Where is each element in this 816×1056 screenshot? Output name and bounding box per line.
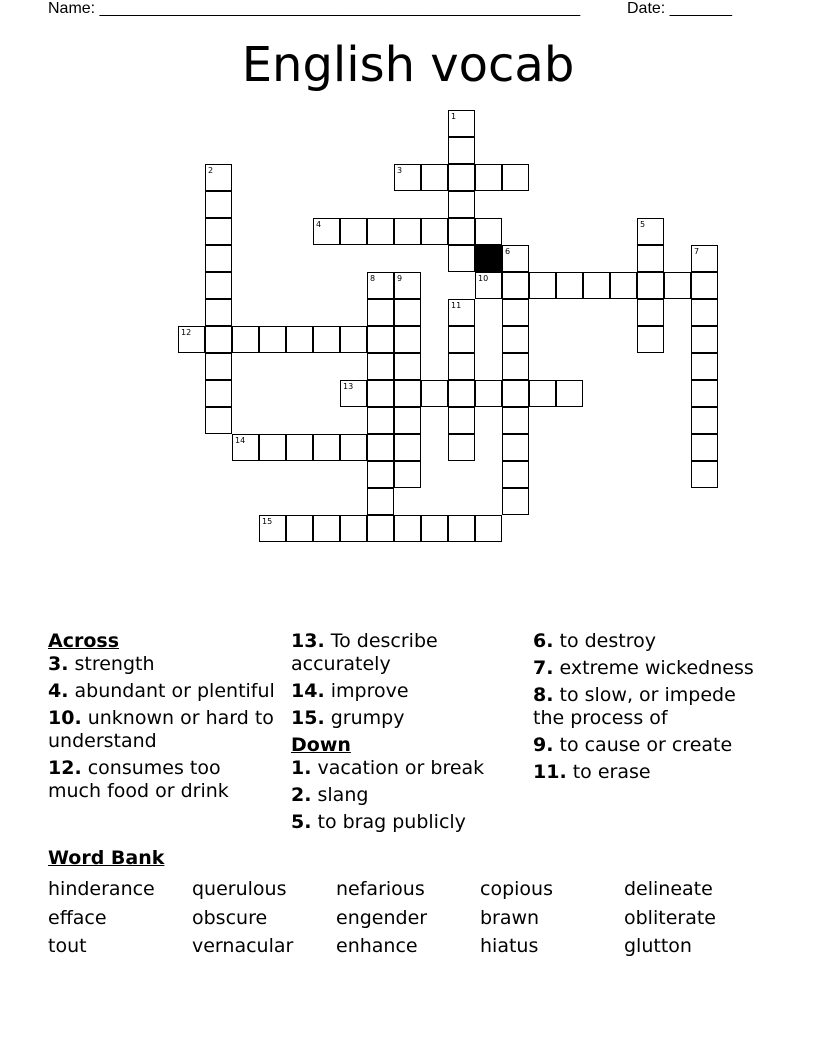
crossword-cell[interactable] — [529, 380, 556, 407]
clue-number-5: 5 — [640, 220, 646, 229]
clue-across-4: 4. abundant or plentiful — [48, 680, 275, 702]
clue-number-12: 12 — [181, 328, 192, 337]
crossword-cell[interactable] — [286, 515, 313, 542]
crossword-cell[interactable] — [502, 299, 529, 326]
crossword-cell[interactable] — [340, 380, 367, 407]
crossword-cell[interactable] — [340, 218, 367, 245]
crossword-cell[interactable] — [421, 380, 448, 407]
crossword-cell[interactable] — [502, 326, 529, 353]
crossword-cell[interactable] — [502, 461, 529, 488]
crossword-cell[interactable] — [394, 434, 421, 461]
crossword-cell[interactable] — [394, 164, 421, 191]
down-heading: Down — [291, 734, 351, 756]
word-bank-item: querulous — [192, 878, 287, 900]
crossword-cell[interactable] — [205, 299, 232, 326]
crossword-cell[interactable] — [394, 515, 421, 542]
crossword-cell[interactable] — [691, 326, 718, 353]
crossword-cell[interactable] — [313, 515, 340, 542]
crossword-cell[interactable] — [259, 434, 286, 461]
crossword-cell[interactable] — [394, 380, 421, 407]
crossword-cell[interactable] — [475, 272, 502, 299]
clue-down-8: 8. to slow, or impede the process of — [533, 684, 736, 729]
crossword-cell[interactable] — [367, 461, 394, 488]
crossword-cell[interactable] — [556, 380, 583, 407]
clue-number-2: 2 — [208, 166, 214, 175]
crossword-cell[interactable] — [205, 245, 232, 272]
crossword-cell[interactable] — [421, 164, 448, 191]
crossword-cell[interactable] — [502, 407, 529, 434]
crossword-cell[interactable] — [637, 218, 664, 245]
crossword-cell[interactable] — [205, 218, 232, 245]
crossword-cell[interactable] — [502, 272, 529, 299]
word-bank-item: tout — [48, 935, 87, 957]
clue-number-4: 4 — [316, 220, 322, 229]
crossword-cell[interactable] — [394, 218, 421, 245]
crossword-cell[interactable] — [313, 434, 340, 461]
crossword-cell[interactable] — [691, 272, 718, 299]
crossword-cell[interactable] — [367, 407, 394, 434]
clue-number-7: 7 — [694, 247, 700, 256]
crossword-cell[interactable] — [502, 353, 529, 380]
crossword-black-cell — [475, 245, 502, 272]
crossword-cell[interactable] — [205, 380, 232, 407]
crossword-cell[interactable] — [475, 515, 502, 542]
clue-down-7: 7. extreme wickedness — [533, 657, 754, 679]
word-bank-title: Word Bank — [48, 847, 165, 869]
crossword-cell[interactable] — [367, 326, 394, 353]
crossword-cell[interactable] — [448, 407, 475, 434]
word-bank-item: efface — [48, 906, 107, 929]
crossword-cell[interactable] — [259, 515, 286, 542]
name-field-label[interactable]: Name: ______________________________________________________ — [48, 0, 581, 17]
clue-across-10: 10. unknown or hard to understand — [48, 707, 274, 752]
crossword-cell[interactable] — [367, 515, 394, 542]
crossword-cell[interactable] — [610, 272, 637, 299]
date-field-label[interactable]: Date: _______ — [627, 0, 732, 17]
clue-column-2 — [291, 630, 521, 838]
crossword-cell[interactable] — [664, 272, 691, 299]
crossword-cell[interactable] — [205, 164, 232, 191]
crossword-cell[interactable] — [691, 245, 718, 272]
word-bank-item: hiatus — [480, 935, 539, 957]
clue-down-1: 1. vacation or break — [291, 757, 485, 779]
crossword-cell[interactable] — [637, 326, 664, 353]
clue-down-6: 6. to destroy — [533, 630, 656, 652]
clue-number-6: 6 — [505, 247, 511, 256]
crossword-cell[interactable] — [367, 488, 394, 515]
crossword-cell[interactable] — [691, 461, 718, 488]
clue-number-13: 13 — [343, 382, 354, 391]
crossword-cell[interactable] — [502, 488, 529, 515]
word-bank-item: glutton — [624, 935, 692, 957]
clue-column-1 — [48, 630, 278, 807]
clue-down-2: 2. slang — [291, 784, 369, 806]
crossword-cell[interactable] — [637, 272, 664, 299]
crossword-cell[interactable] — [691, 407, 718, 434]
clue-number-9: 9 — [397, 274, 403, 283]
crossword-cell[interactable] — [394, 407, 421, 434]
crossword-cell[interactable] — [340, 434, 367, 461]
crossword-cell[interactable] — [448, 218, 475, 245]
word-bank-item: enhance — [336, 935, 418, 957]
crossword-cell[interactable] — [394, 299, 421, 326]
clue-across-15: 15. grumpy — [291, 707, 405, 729]
crossword-cell[interactable] — [475, 218, 502, 245]
clue-down-9: 9. to cause or create — [533, 734, 733, 756]
clue-across-3: 3. strength — [48, 653, 155, 675]
across-heading: Across — [48, 630, 120, 652]
word-bank-item: nefarious — [336, 878, 425, 900]
clue-number-11: 11 — [451, 301, 462, 310]
crossword-cell[interactable] — [421, 515, 448, 542]
crossword-cell[interactable] — [205, 191, 232, 218]
crossword-cell[interactable] — [259, 326, 286, 353]
clue-number-15: 15 — [262, 517, 273, 526]
clue-across-12: 12. consumes too much food or drink — [48, 757, 229, 802]
crossword-cell[interactable] — [205, 326, 232, 353]
crossword-cell[interactable] — [475, 164, 502, 191]
clue-down-5: 5. to brag publicly — [291, 811, 466, 833]
crossword-cell[interactable] — [691, 353, 718, 380]
crossword-cell[interactable] — [502, 380, 529, 407]
crossword-cell[interactable] — [178, 326, 205, 353]
crossword-cell[interactable] — [367, 272, 394, 299]
word-bank-item: delineate — [624, 878, 713, 900]
word-bank-item: copious — [480, 878, 553, 900]
clue-number-8: 8 — [370, 274, 376, 283]
crossword-cell[interactable] — [232, 434, 259, 461]
clue-column-3 — [533, 630, 773, 788]
clue-number-10: 10 — [478, 274, 489, 283]
crossword-cell[interactable] — [448, 299, 475, 326]
crossword-cell[interactable] — [421, 218, 448, 245]
crossword-cell[interactable] — [394, 272, 421, 299]
crossword-cell[interactable] — [367, 380, 394, 407]
clue-across-14: 14. improve — [291, 680, 409, 702]
crossword-cell[interactable] — [232, 326, 259, 353]
clue-down-11: 11. to erase — [533, 761, 651, 783]
crossword-cell[interactable] — [205, 353, 232, 380]
crossword-cell[interactable] — [691, 434, 718, 461]
word-bank-item: brawn — [480, 906, 540, 929]
clue-across-13: 13. To describe accurately — [291, 630, 438, 675]
crossword-cell[interactable] — [448, 191, 475, 218]
crossword-cell[interactable] — [340, 326, 367, 353]
crossword-cell[interactable] — [448, 353, 475, 380]
crossword-cell[interactable] — [205, 407, 232, 434]
crossword-cell[interactable] — [367, 299, 394, 326]
crossword-cell[interactable] — [448, 110, 475, 137]
crossword-cell[interactable] — [286, 434, 313, 461]
word-bank-item: obliterate — [624, 906, 716, 929]
word-bank-item: hinderance — [48, 878, 155, 900]
crossword-cell[interactable] — [502, 434, 529, 461]
word-bank-item: engender — [336, 906, 428, 929]
crossword-cell[interactable] — [313, 218, 340, 245]
crossword-cell[interactable] — [475, 380, 502, 407]
crossword-cell[interactable] — [448, 326, 475, 353]
crossword-cell[interactable] — [502, 245, 529, 272]
crossword-cell[interactable] — [313, 326, 340, 353]
word-bank-item: obscure — [192, 906, 268, 929]
crossword-cell[interactable] — [691, 380, 718, 407]
word-bank-item: vernacular — [192, 935, 294, 957]
crossword-cell[interactable] — [394, 353, 421, 380]
crossword-cell[interactable] — [448, 380, 475, 407]
crossword-cell[interactable] — [205, 272, 232, 299]
crossword-cell[interactable] — [367, 434, 394, 461]
crossword-cell[interactable] — [394, 461, 421, 488]
crossword-cell[interactable] — [448, 434, 475, 461]
crossword-cell[interactable] — [637, 299, 664, 326]
crossword-cell[interactable] — [448, 515, 475, 542]
clue-number-14: 14 — [235, 436, 246, 445]
crossword-cell[interactable] — [502, 164, 529, 191]
crossword-cell[interactable] — [529, 272, 556, 299]
page-title: English vocab — [241, 37, 575, 93]
crossword-cell[interactable] — [367, 353, 394, 380]
crossword-cell[interactable] — [448, 137, 475, 164]
crossword-cell[interactable] — [286, 326, 313, 353]
crossword-cell[interactable] — [637, 245, 664, 272]
clue-number-3: 3 — [397, 166, 403, 175]
clue-number-1: 1 — [451, 112, 457, 121]
crossword-cell[interactable] — [394, 326, 421, 353]
crossword-cell[interactable] — [340, 515, 367, 542]
crossword-cell[interactable] — [448, 164, 475, 191]
crossword-cell[interactable] — [448, 245, 475, 272]
crossword-cell[interactable] — [556, 272, 583, 299]
crossword-cell[interactable] — [583, 272, 610, 299]
crossword-cell[interactable] — [367, 218, 394, 245]
crossword-cell[interactable] — [691, 299, 718, 326]
